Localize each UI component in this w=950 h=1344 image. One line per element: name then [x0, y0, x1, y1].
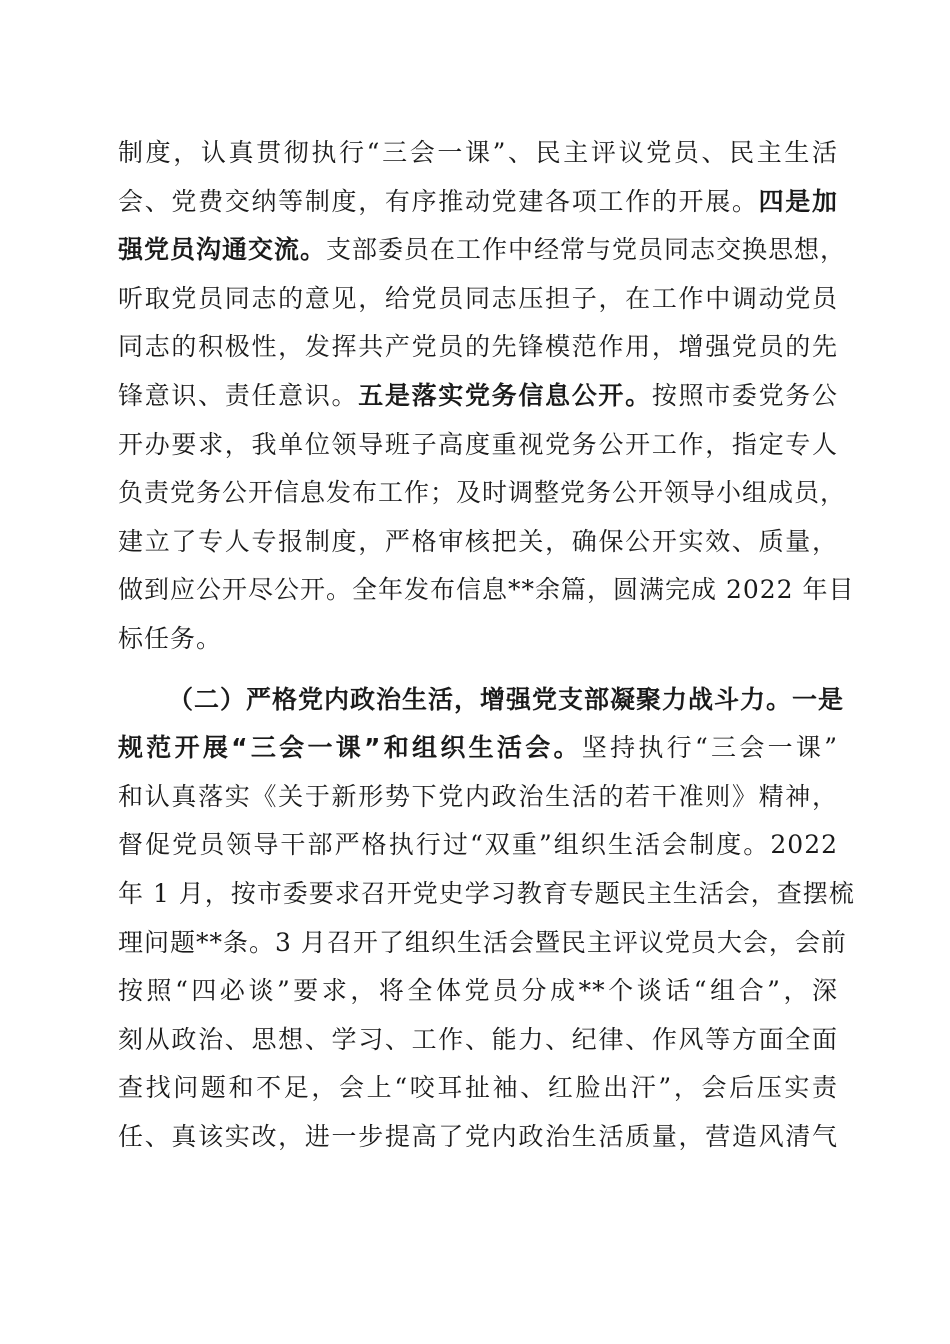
text-run: 督促党员领导干部严格执行过“双重”组织生活会制度。2022: [118, 830, 838, 860]
text-line: [118, 129, 838, 178]
text-run: 坚持执行“三会一课”: [581, 733, 838, 763]
text-line: [118, 226, 847, 275]
text-run: 任、真该实改，进一步提高了党内政治生活质量，营造风清气: [118, 1121, 838, 1151]
text-run: 做到应公开尽公开。全年发布信息**余篇，圆满完成 2022 年目: [118, 575, 855, 605]
text-run: 标任务。: [118, 623, 223, 653]
text-line: [118, 1113, 838, 1162]
text-line: [118, 870, 855, 919]
text-run: 会、党费交纳等制度，有序推动党建各项工作的开展。: [118, 186, 759, 216]
text-run: 和认真落实《关于新形势下党内政治生活的若干准则》精神，: [118, 781, 838, 811]
text-run: 锋意识、责任意识。: [118, 380, 359, 410]
text-line: [118, 566, 855, 615]
text-run: 听取党员同志的意见，给党员同志压担子，在工作中调动党员: [118, 283, 838, 313]
text-line: [118, 724, 838, 773]
section-heading-line: [118, 676, 845, 725]
text-run: 按照市委党务公: [651, 380, 838, 410]
text-line: [118, 469, 847, 518]
text-line: [118, 275, 838, 324]
bold-heading-run: 五是落实党务信息公开。: [358, 380, 652, 410]
text-run: 理问题**条。3 月召开了组织生活会暨民主评议党员大会，会前: [118, 927, 847, 957]
text-run: 建立了专人专报制度，严格审核把关，确保公开实效、质量，: [118, 526, 838, 556]
text-line: [118, 1064, 838, 1113]
bold-heading-run: 规范开展“三会一课”和组织生活会。: [118, 733, 582, 763]
text-line: [118, 178, 838, 227]
text-line: [118, 821, 838, 870]
bold-heading-run: 强党员沟通交流。: [118, 235, 327, 265]
body-text: [118, 129, 855, 1161]
text-run: 支部委员在工作中经常与党员同志交换思想，: [326, 235, 847, 265]
text-line: [118, 919, 847, 968]
text-line: [118, 372, 838, 421]
text-line: [118, 773, 838, 822]
text-line: [118, 615, 838, 664]
text-run: 查找问题和不足，会上“咬耳扯袖、红脸出汗”，会后压实责: [118, 1073, 838, 1103]
text-run: 按照“四必谈”要求，将全体党员分成**个谈话“组合”，深: [118, 976, 838, 1006]
text-line: [118, 518, 838, 567]
text-run: 开办要求，我单位领导班子高度重视党务公开工作，指定专人: [118, 429, 838, 459]
text-run: 同志的积极性，发挥共产党员的先锋模范作用，增强党员的先: [118, 332, 838, 362]
text-run: 负责党务公开信息发布工作；及时调整党务公开领导小组成员，: [118, 478, 847, 508]
bold-heading-run: 四是加: [758, 186, 838, 216]
text-line: [118, 967, 838, 1016]
text-line: [118, 421, 838, 470]
text-run: 制度，认真贯彻执行“三会一课”、民主评议党员、民主生活: [118, 138, 838, 167]
text-run: 刻从政治、思想、学习、工作、能力、纪律、作风等方面全面: [118, 1024, 838, 1054]
text-run: 年 1 月，按市委要求召开党史学习教育专题民主生活会，查摆梳: [118, 878, 855, 908]
bold-heading-run: （二）严格党内政治生活，增强党支部凝聚力战斗力。一是: [168, 684, 845, 714]
text-line: [118, 323, 838, 372]
text-line: [118, 1016, 838, 1065]
